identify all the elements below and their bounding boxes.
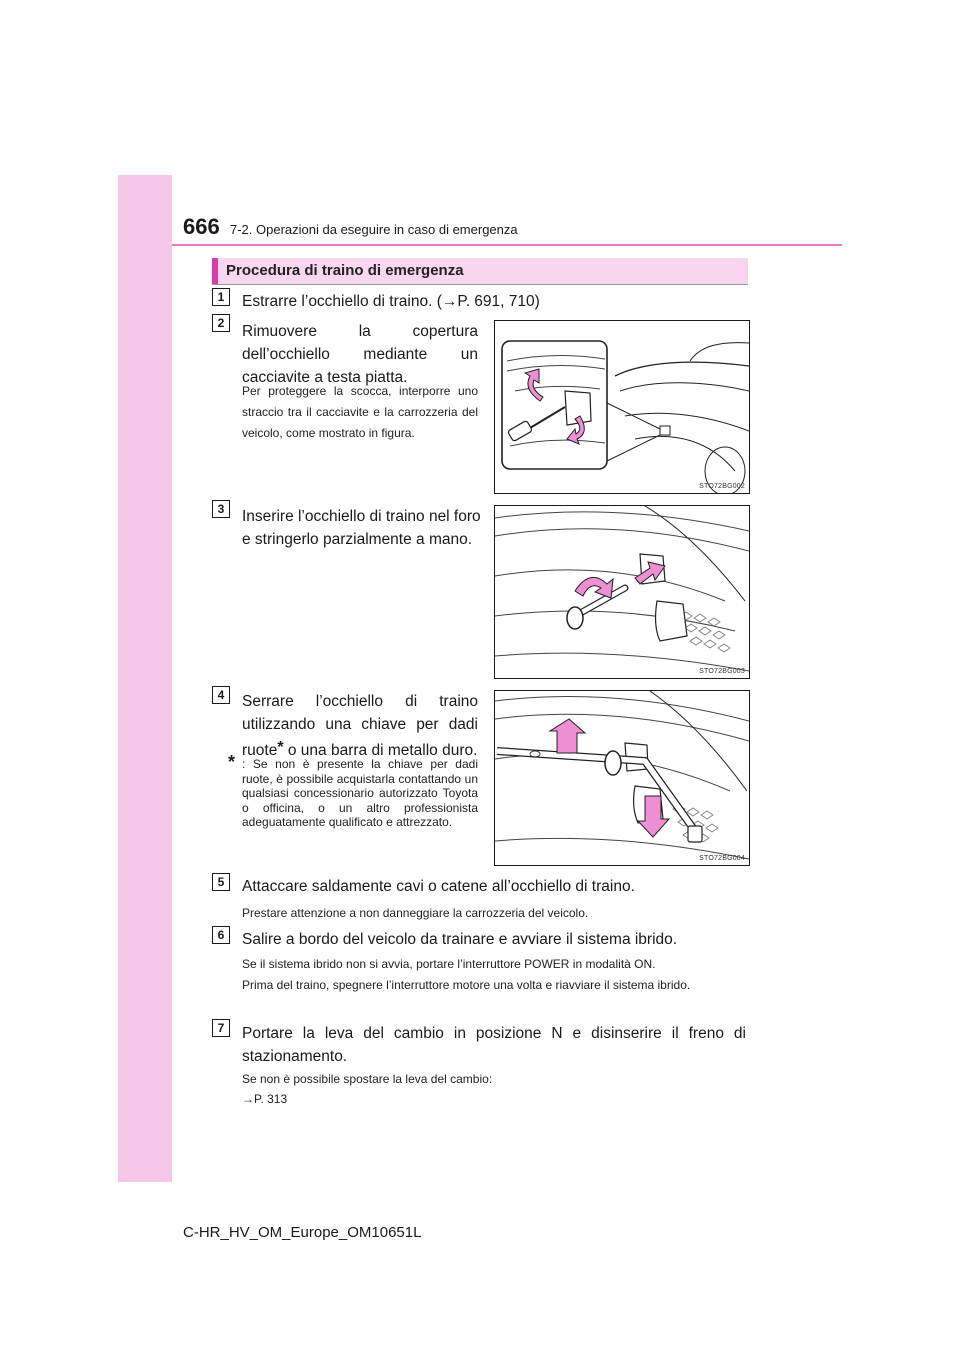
header-rule	[172, 244, 842, 246]
figure-code-4: STO72BG004	[699, 855, 745, 862]
section-rule	[212, 284, 748, 285]
step-3-text	[242, 505, 482, 551]
step-number-3: 3	[212, 500, 230, 518]
section-heading-marker	[212, 258, 218, 284]
figure-remove-cover-drawing	[495, 321, 749, 493]
step-number-7: 7	[212, 1019, 230, 1037]
step-7-text: Portare la leva del cambio in posizione N e disinserire il freno di stazionamento.	[242, 1025, 746, 1065]
step-6-text: Salire a bordo del veicolo da trainare e avviare il sistema ibrido.	[242, 931, 678, 948]
figure-tighten-eyelet	[494, 690, 750, 866]
step-2-note: Per proteggere la scocca, interporre uno straccio tra il cacciavite e la carrozzeria del veicolo, come mostrato in figura.	[242, 384, 478, 440]
section-heading-text: Procedura di traino di emergenza	[226, 262, 464, 279]
step-3-line-2: e stringerlo parzialmente a mano.	[242, 531, 473, 548]
figure-tighten-eyelet-drawing	[495, 691, 749, 865]
step-5-note: Prestare attenzione a non danneggiare la carrozzeria del veicolo.	[242, 906, 589, 920]
step-4-footnote-marker: *	[277, 739, 284, 756]
side-tab-band	[118, 175, 172, 1182]
step-4-footnote: : Se non è presente la chiave per dadi ruote, è possibile acquistarla contattando un qualsiasi concessionario autorizzato Toyota o officina, o un altro professionista adeguatamente qualificato e attrezzato.	[242, 757, 478, 829]
section-heading	[212, 258, 748, 284]
footnote-star-glyph: *	[228, 752, 236, 772]
step-7-note-2: →P. 313	[242, 1092, 288, 1106]
step-4-line-1: Serrare l’occhiello di traino	[242, 693, 478, 710]
step-5-text: Attaccare saldamente cavi o catene all’occhiello di traino.	[242, 878, 635, 895]
step-1-text: Estrarre l’occhiello di traino. (→P. 691, 710)	[242, 293, 540, 310]
step-6-note-1: Se il sistema ibrido non si avvia, portare l’interruttore POWER in modalità ON.	[242, 957, 656, 971]
step-4-line-2: utilizzando una chiave per dadi	[242, 716, 478, 733]
footnote-star	[228, 752, 235, 773]
step-number-5: 5	[212, 873, 230, 891]
step-4-line-3b: o una barra di metallo duro.	[283, 742, 478, 759]
figure-code-2: STO72BG002	[699, 483, 745, 490]
step-7-note-1: Se non è possibile spostare la leva del cambio:	[242, 1072, 493, 1086]
step-2-text	[242, 320, 478, 389]
page-number: 666	[183, 214, 220, 239]
step-number-6: 6	[212, 926, 230, 944]
document-id: C-HR_HV_OM_Europe_OM10651L	[183, 1224, 422, 1241]
step-4-line-3a: ruote	[242, 742, 278, 759]
figure-code-3: STO72BG003	[699, 668, 745, 675]
step-number-1: 1	[212, 288, 230, 306]
step-4-text	[242, 690, 478, 762]
step-number-2: 2	[212, 314, 230, 332]
step-2-line-2: dell’occhiello mediante un	[242, 346, 478, 363]
figure-insert-eyelet-drawing	[495, 506, 749, 678]
step-3-line-1: Inserire l’occhiello di traino nel foro	[242, 508, 481, 525]
step-6-note-2: Prima del traino, spegnere l’interruttore motore una volta e riavviare il sistema ibrido.	[242, 978, 691, 992]
figure-remove-cover	[494, 320, 750, 494]
chapter-title: 7-2. Operazioni da eseguire in caso di emergenza	[230, 222, 518, 237]
step-number-4: 4	[212, 686, 230, 704]
step-2-line-3: cacciavite a testa piatta.	[242, 369, 408, 386]
figure-insert-eyelet	[494, 505, 750, 679]
step-2-line-1: Rimuovere la copertura	[242, 323, 478, 340]
